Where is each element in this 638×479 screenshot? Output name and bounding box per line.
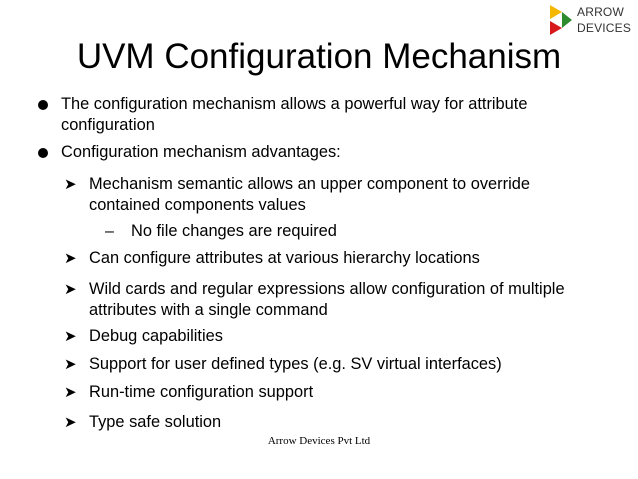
sub-sub-item: No file changes are required	[131, 222, 337, 240]
bullet-dot-icon	[38, 100, 48, 110]
dash-bullet-icon: –	[105, 223, 114, 240]
arrow-bullet-icon: ➤	[64, 250, 77, 267]
company-logo	[548, 3, 636, 37]
slide-title: UVM Configuration Mechanism	[76, 37, 562, 76]
arrow-bullet-icon: ➤	[64, 384, 77, 401]
sub-item: Type safe solution	[89, 413, 222, 431]
bullet-dot-icon	[38, 148, 48, 158]
arrow-bullet-icon: ➤	[64, 414, 77, 431]
sub-item: Support for user defined types (e.g. SV virtual interfaces)	[89, 355, 502, 373]
arrow-bullet-icon: ➤	[64, 356, 77, 373]
sub-item: Wild cards and regular expressions allow configuration of multiple attributes with a single command	[89, 280, 565, 319]
logo-mark-icon	[548, 3, 576, 37]
bullet-item: Configuration mechanism advantages:	[61, 143, 341, 161]
sub-item: Can configure attributes at various hierarchy locations	[89, 249, 480, 267]
sub-item: Run-time configuration support	[89, 383, 314, 401]
arrow-bullet-icon: ➤	[64, 281, 77, 298]
arrow-bullet-icon: ➤	[64, 328, 77, 345]
sub-item: Debug capabilities	[89, 327, 223, 345]
logo-text-line1: ARROW	[577, 5, 624, 19]
arrow-bullet-icon: ➤	[64, 176, 77, 193]
logo-text-line2: DEVICES	[577, 21, 632, 35]
bullet-item: The configuration mechanism allows a powerful way for attribute configuration	[61, 95, 528, 134]
sub-item: Mechanism semantic allows an upper component to override contained components values	[89, 175, 530, 214]
footer-text: Arrow Devices Pvt Ltd	[267, 435, 371, 447]
